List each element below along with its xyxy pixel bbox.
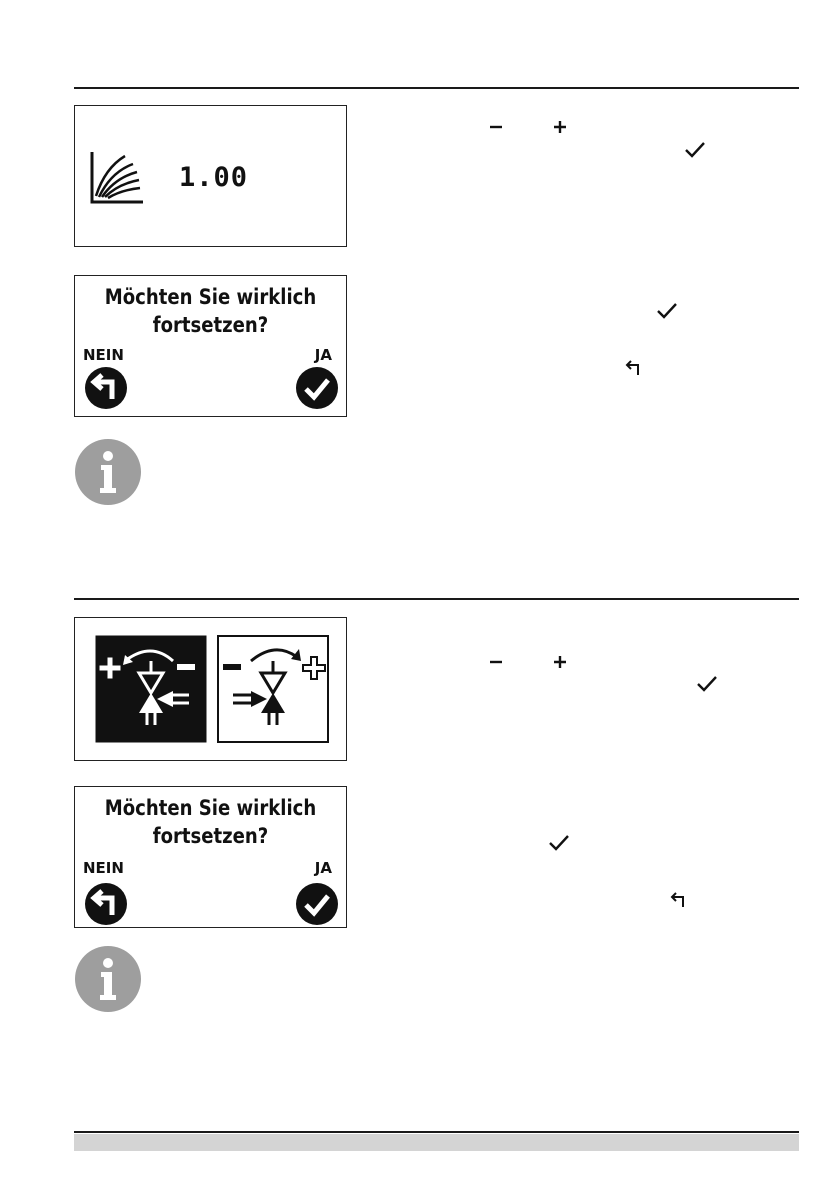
check-icon	[656, 302, 678, 320]
no-label: NEIN	[83, 859, 124, 877]
info-icon	[74, 945, 142, 1013]
check-circle-icon[interactable]	[295, 366, 339, 410]
dialog-question-line-1: Möchten Sie wirklich	[104, 796, 317, 820]
info-icon	[74, 438, 142, 506]
minus-icon	[488, 657, 504, 667]
check-icon	[548, 834, 570, 852]
no-label: NEIN	[83, 346, 124, 364]
curve-icon	[87, 150, 147, 206]
plus-icon	[552, 119, 568, 135]
back-arrow-circle-icon[interactable]	[84, 366, 128, 410]
check-icon	[696, 675, 718, 693]
dialog-question-line-2: fortsetzen?	[152, 824, 269, 848]
dialog-question-line-2: fortsetzen?	[152, 313, 269, 337]
confirm-dialog-panel	[74, 275, 347, 417]
footer-divider	[74, 1131, 799, 1133]
back-arrow-icon	[669, 892, 687, 908]
dialog-question-line-1: Möchten Sie wirklich	[104, 285, 317, 309]
display-value: 1.00	[179, 162, 249, 193]
check-icon	[684, 141, 706, 159]
valve-direction-panel	[74, 617, 347, 761]
plus-icon	[552, 654, 568, 670]
valve-direction-left-icon[interactable]	[95, 635, 207, 743]
yes-label: JA	[314, 346, 332, 364]
yes-label: JA	[314, 859, 332, 877]
section-2-divider	[74, 598, 799, 600]
back-arrow-circle-icon[interactable]	[84, 882, 128, 926]
confirm-dialog-panel-2	[74, 786, 347, 928]
section-1-divider	[74, 87, 799, 89]
footer-bar	[74, 1134, 799, 1151]
valve-direction-right-icon[interactable]	[217, 635, 329, 743]
minus-icon	[488, 122, 504, 132]
back-arrow-icon	[624, 360, 642, 376]
display-value-panel	[74, 105, 347, 247]
check-circle-icon[interactable]	[295, 882, 339, 926]
